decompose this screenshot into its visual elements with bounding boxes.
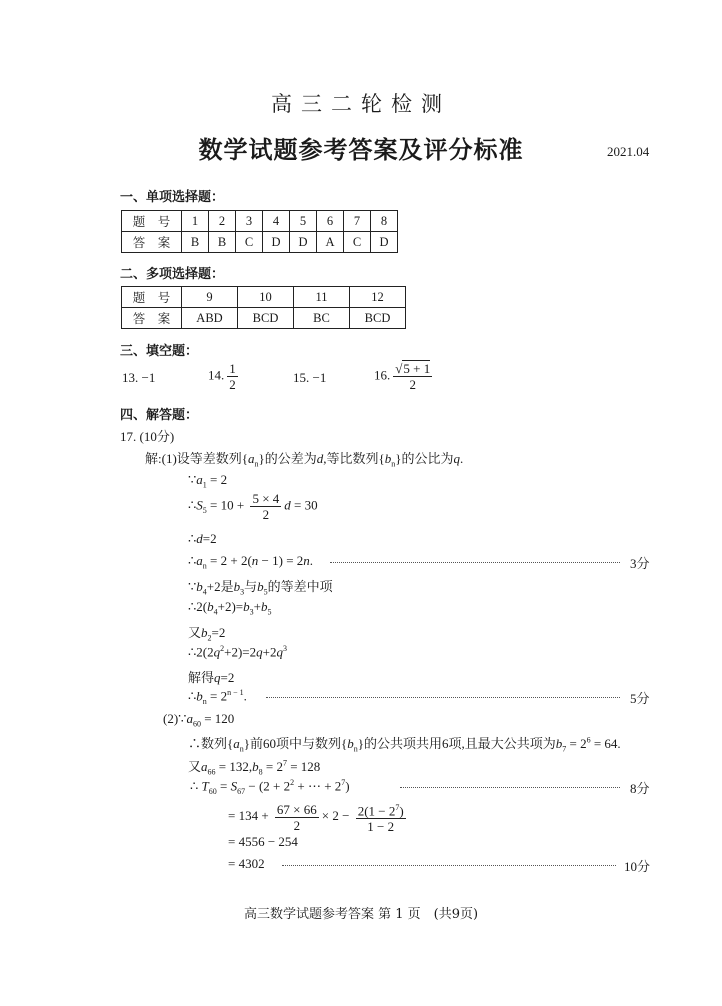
section-single-choice: 一、单项选择题：: [120, 190, 225, 205]
table-row: [122, 287, 406, 308]
table-cell: D: [290, 232, 317, 253]
denominator: 2: [409, 377, 416, 392]
row-label: 题 号: [122, 211, 182, 232]
fraction: [393, 361, 432, 392]
table-cell: C: [344, 232, 371, 253]
numerator: 1: [229, 361, 236, 376]
table-cell: 6: [317, 211, 344, 232]
table-cell: 1: [182, 211, 209, 232]
solution-line: $\therefore 2(2q^2+2)=2q+2q^3$: [188, 644, 287, 660]
solution-line: $\therefore b_n = 2^{n - 1}$.: [188, 688, 247, 706]
score-leader: [330, 562, 620, 563]
table-cell: BC: [294, 308, 350, 329]
solution-line: ∴数列$\{a_n\}$前60项中与数列$\{b_n\}$的公共项共用6项,且最大公共项为$b_7 = 2^6 = 64$.: [188, 735, 621, 754]
page-footer: 高三数学试题参考答案 第 1 页 (共9页): [243, 907, 479, 922]
numerator: √5 + 1: [395, 361, 431, 376]
table-cell: 11: [294, 287, 350, 308]
answer-14: [208, 361, 241, 392]
solution-line: $\because b_4+2$是$b_3$与$b_5$的等差中项: [188, 579, 333, 597]
problem-17-header: 17. (10分): [120, 429, 175, 444]
sqrt-content: 5 + 1: [403, 361, 431, 376]
table-cell: C: [236, 232, 263, 253]
answer-16: [374, 361, 435, 392]
table-cell: B: [182, 232, 209, 253]
document-subtitle: 数学试题参考答案及评分标准: [198, 135, 524, 164]
score-mark: 10分: [624, 859, 651, 874]
score-mark: 5分: [630, 691, 650, 706]
multi-choice-table: [121, 286, 406, 329]
table-cell: 3: [236, 211, 263, 232]
solution-line: 解得q=2: [188, 670, 235, 685]
table-cell: A: [317, 232, 344, 253]
page-title: 高三二轮检测: [271, 92, 451, 116]
section-multi-choice: 二、多项选择题：: [120, 267, 225, 282]
single-choice-table: [121, 210, 398, 253]
fraction: [227, 361, 238, 392]
table-cell: BCD: [350, 308, 406, 329]
table-cell: 2: [209, 211, 236, 232]
table-cell: 9: [182, 287, 238, 308]
solution-line: = 4302: [228, 856, 265, 871]
solution-line: 又$b_2=2$: [188, 625, 226, 643]
solution-line: $\because a_1 = 2$: [188, 472, 228, 490]
score-leader: [400, 787, 620, 788]
table-cell: B: [209, 232, 236, 253]
table-cell: 10: [238, 287, 294, 308]
table-row: [122, 211, 398, 232]
score-leader: [282, 865, 616, 866]
score-leader: [266, 697, 620, 698]
solution-line: ∴d=2: [188, 531, 217, 546]
score-mark: 8分: [630, 781, 650, 796]
solution-line: = 4556 − 254: [228, 834, 298, 849]
row-label: 题 号: [122, 287, 182, 308]
table-cell: 8: [371, 211, 398, 232]
table-cell: 12: [350, 287, 406, 308]
table-cell: 7: [344, 211, 371, 232]
solution-line: 解:(1)设等差数列$\{a_n\}$的公差为d,等比数列$\{b_n\}$的公比为q.: [145, 451, 464, 469]
solution-line: = 134 + $\frac{67 \times 66}{2}$ × 2 − $\frac{2(1 - 2^7)}{1 - 2}$: [228, 801, 404, 835]
table-cell: 4: [263, 211, 290, 232]
answer-15: 15. −1: [293, 370, 327, 385]
solution-line: $\therefore 2(b_4+2)=b_3+b_5$: [188, 599, 272, 617]
answer-14-label: 14.: [208, 367, 225, 383]
answer-16-label: 16.: [374, 367, 391, 383]
solution-line: $(2)\because a_{60} = 120$: [163, 711, 235, 729]
table-cell: ABD: [182, 308, 238, 329]
document-date: 2021.04: [607, 144, 650, 159]
denominator: 2: [229, 377, 236, 392]
solution-line: 又$a_{66} = 132,b_8 = 2^7 = 128$: [188, 758, 321, 777]
table-row: [122, 232, 398, 253]
solution-line: $\therefore a_n = 2 + 2(n - 1) = 2n$.: [188, 553, 314, 571]
section-fill-blank: 三、填空题：: [120, 344, 199, 359]
table-row: [122, 308, 406, 329]
row-label: 答 案: [122, 308, 182, 329]
solution-line: $\therefore S_5 = 10$ + $\frac{5 \times 4}{2}$ d = 30: [188, 491, 318, 522]
score-mark: 3分: [630, 556, 650, 571]
solution-line: ∴ $T_{60} = S_{67} - (2 + 2^2$ + ⋯ + $2^7$): [190, 778, 350, 796]
table-cell: BCD: [238, 308, 294, 329]
section-solve: 四、解答题：: [120, 408, 199, 423]
table-cell: 5: [290, 211, 317, 232]
table-cell: D: [371, 232, 398, 253]
row-label: 答 案: [122, 232, 182, 253]
answer-13: 13. −1: [122, 370, 156, 385]
table-cell: D: [263, 232, 290, 253]
